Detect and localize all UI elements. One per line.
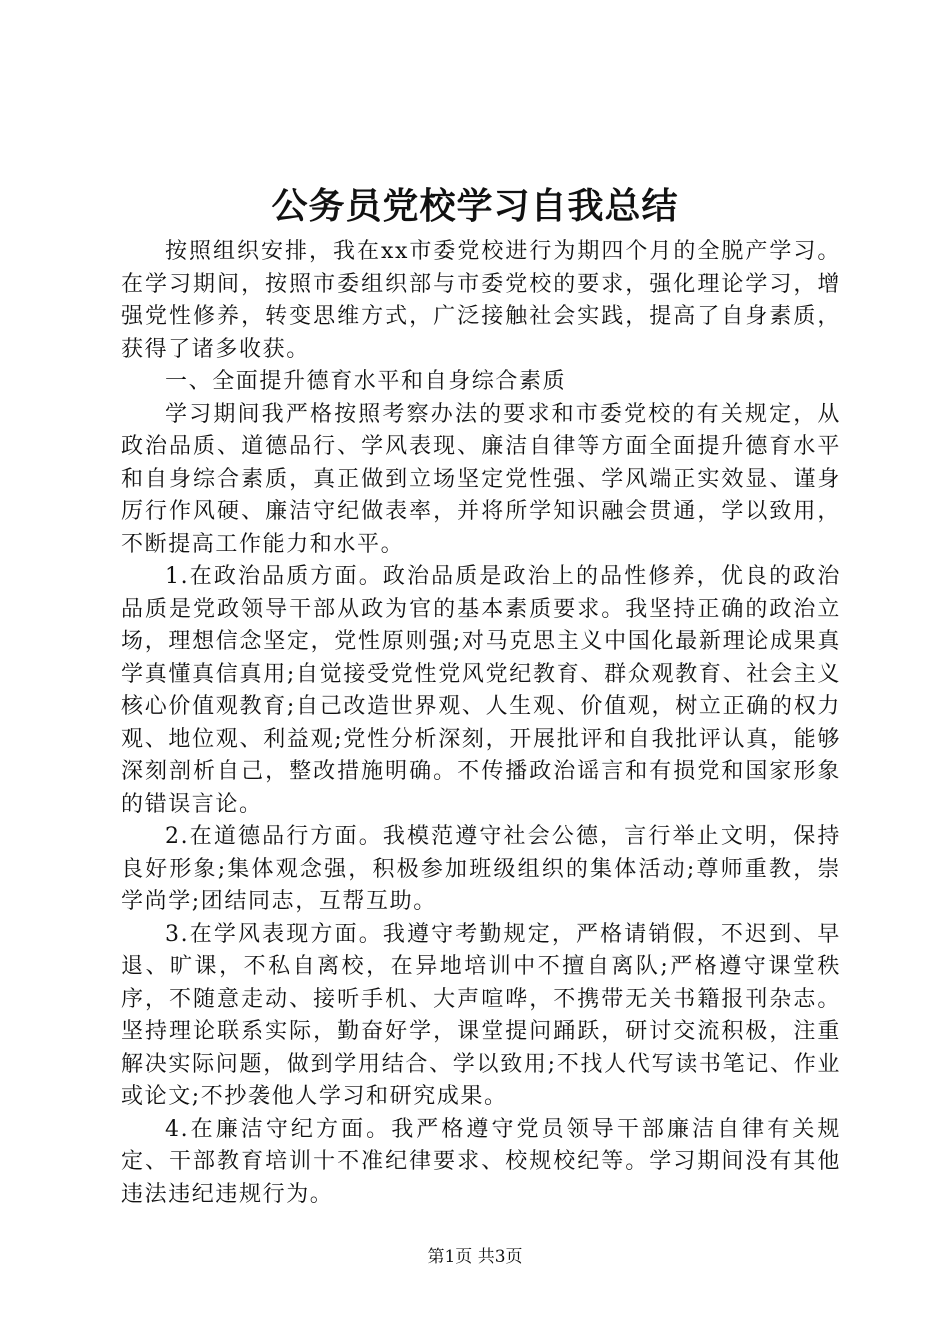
paragraph-political-quality: 1.在政治品质方面。政治品质是政治上的品性修养，优良的政治品质是党政领导干部从政为官的基本素质要求。我坚持正确的政治立场，理想信念坚定，党性原则强;对马克思主义中国化最新理论成果真学真懂真信真用;自觉接受党性党风党纪教育、群众观教育、社会主义核心价值观教育;自己改造世界观、人生观、价值观，树立正确的权力观、地位观、利益观;党性分析深刻，开展批评和自我批评认真，能够深刻剖析自己，整改措施明确。不传播政治谣言和有损党和国家形象的错误言论。 — [121, 564, 841, 817]
paragraph-section-1: 学习期间我严格按照考察办法的要求和市委党校的有关规定，从政治品质、道德品行、学风表现、廉洁自律等方面全面提升德育水平和自身综合素质，真正做到立场坚定党性强、学风端正实效显、谨身厉行作风硬、廉洁守纪做表率，并将所学知识融会贯通，学以致用，不断提高工作能力和水平。 — [121, 401, 841, 557]
page-number-footer: 第1页 共3页 — [427, 1247, 523, 1267]
paragraph-integrity: 4.在廉洁守纪方面。我严格遵守党员领导干部廉洁自律有关规定、干部教育培训十不准纪律要求、校规校纪等。学习期间没有其他违法违纪违规行为。 — [121, 1116, 841, 1207]
document-title: 公务员党校学习自我总结 — [271, 185, 679, 227]
paragraph-moral-conduct: 2.在道德品行方面。我模范遵守社会公德，言行举止文明，保持良好形象;集体观念强，积极参加班级组织的集体活动;尊师重教，崇学尚学;团结同志，互帮互助。 — [121, 824, 841, 914]
document-body — [121, 236, 841, 1211]
paragraph-study-style: 3.在学风表现方面。我遵守考勤规定，严格请销假，不迟到、早退、旷课，不私自离校，在异地培训中不擅自离队;严格遵守课堂秩序，不随意走动、接听手机、大声喧哗，不携带无关书籍报刊杂志。坚持理论联系实际，勤奋好学，课堂提问踊跃，研讨交流积极，注重解决实际问题，做到学用结合、学以致用;不找人代写读书笔记、作业或论文;不抄袭他人学习和研究成果。 — [121, 921, 841, 1109]
section-heading-1: 一、全面提升德育水平和自身综合素质 — [165, 369, 567, 394]
paragraph-intro: 按照组织安排，我在xx市委党校进行为期四个月的全脱产学习。在学习期间，按照市委组织部与市委党校的要求，强化理论学习，增强党性修养，转变思维方式，广泛接触社会实践，提高了自身素质，获得了诸多收获。 — [121, 239, 841, 362]
